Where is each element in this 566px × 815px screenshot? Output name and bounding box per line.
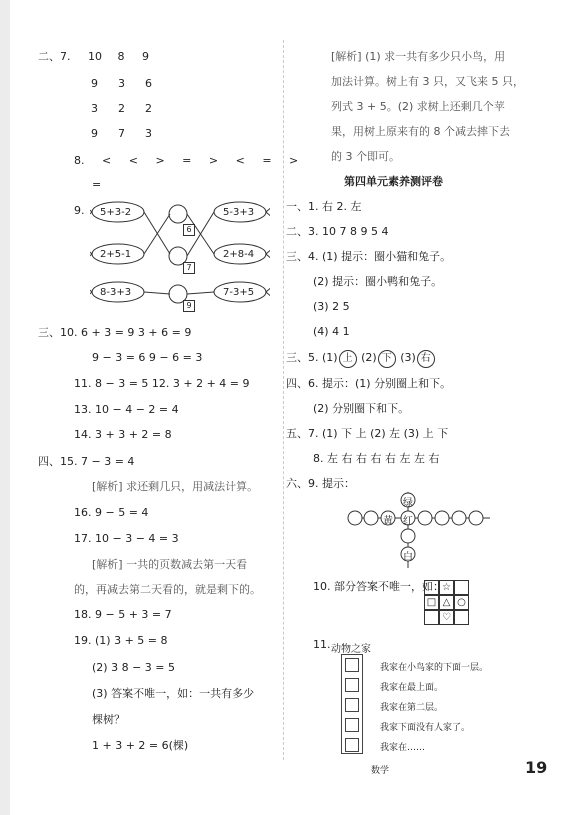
r-answer-9: 六、9. 提示：: [286, 477, 355, 490]
zoo-line-2: 我家在最上面。: [380, 683, 444, 693]
answer-8-tail: =: [92, 178, 102, 191]
answer-18: 18. 9 − 5 + 3 = 7: [74, 608, 172, 621]
analysis-right-line2: 加法计算。树上有 3 只，又飞来 5 只，: [331, 75, 524, 88]
r-answer-10: 10. 部分答案不唯一，如：: [313, 580, 444, 593]
r-answer-4-1: 三、4. (1) 提示：圈小猫和兔子。: [286, 250, 452, 263]
answer-7-row3: 3 2 2: [91, 102, 152, 115]
answer-7-row2: 9 3 6: [91, 77, 152, 90]
page-number: 19: [525, 758, 548, 777]
answer-10a: 三、10. 6 + 3 = 9 3 + 6 = 9: [38, 326, 192, 339]
fish-expr-5: 2+8-4: [223, 249, 255, 260]
answer-19-3-question: 棵树？: [92, 713, 125, 726]
zoo-line-4: 我家下面没有人家了。: [380, 723, 471, 733]
r-answer-6-2: (2) 分别圈下和下。: [313, 402, 410, 415]
answer-box-6: 6: [183, 224, 195, 236]
zoo-title: 动物之家: [331, 644, 371, 655]
r-answer-3: 二、3. 10 7 8 9 5 4: [286, 225, 389, 238]
r-answer-8: 8. 左 右 右 右 右 左 左 右: [313, 452, 440, 465]
answer-15: 四、15. 7 − 3 = 4: [38, 455, 135, 468]
r-answer-4-3: (3) 2 5: [313, 300, 350, 313]
bead-yellow: 黄: [383, 516, 393, 527]
answer-11-12: 11. 8 − 3 = 5 12. 3 + 2 + 4 = 9: [74, 377, 250, 390]
answer-19-2: (2) 3 8 − 3 = 5: [92, 661, 175, 674]
fish-expr-4: 5-3+3: [223, 207, 255, 218]
answer-10b: 9 − 3 = 6 9 − 6 = 3: [92, 351, 203, 364]
zoo-line-5: 我家在……: [380, 743, 426, 753]
answer-8: 8. < < > = > < = >: [74, 154, 299, 167]
answer-box-9: 9: [183, 300, 195, 312]
analysis-17-line2: 的，再减去第二天看的，就是剩下的。: [74, 583, 261, 596]
r-answer-4-4: (4) 4 1: [313, 325, 350, 338]
r-answer-6-1: 四、6. 提示：(1) 分别圈上和下。: [286, 377, 452, 390]
answer-7-row1: 二、7. 10 8 9: [38, 50, 149, 63]
footer-subject: 数学: [371, 766, 390, 776]
analysis-right-line3: 列式 3 + 5。(2) 求树上还剩几个苹: [331, 100, 505, 113]
zoo-line-3: 我家在第二层。: [380, 703, 444, 713]
fish-expr-1: 5+3-2: [100, 207, 132, 218]
answer-box-7: 7: [183, 262, 195, 274]
answer-9-label: 9.: [74, 204, 85, 217]
analysis-right-line4: 果，用树上原来有的 8 个减去摔下去: [331, 125, 510, 138]
answer-19-3-equation: 1 + 3 + 2 = 6(棵): [92, 739, 189, 752]
fish-expr-2: 2+5-1: [100, 249, 132, 260]
answer-17: 17. 10 − 3 − 4 = 3: [74, 532, 179, 545]
zoo-line-1: 我家在小鸟家的下面一层。: [380, 663, 489, 673]
fish-expr-6: 7-3+5: [223, 287, 255, 298]
answer-19-3: (3) 答案不唯一，如：一共有多少: [92, 687, 255, 700]
answer-16: 16. 9 − 5 = 4: [74, 506, 149, 519]
analysis-right-line5: 的 3 个即可。: [331, 150, 400, 163]
column-divider: [283, 40, 284, 760]
circled-answer: 右: [417, 350, 435, 368]
r-answer-7: 五、7. (1) 下 上 (2) 左 (3) 上 下: [286, 427, 449, 440]
page-gutter: [0, 0, 10, 815]
r-answer-4-2: (2) 提示：圈小鸭和兔子。: [313, 275, 443, 288]
section-title: 第四单元素养测评卷: [344, 175, 443, 188]
answer-14: 14. 3 + 3 + 2 = 8: [74, 428, 172, 441]
analysis-right-line1: [解析] (1) 求一共有多少只小鸟，用: [331, 50, 506, 63]
bead-cross-diagram: [345, 490, 495, 570]
answer-7-row4: 9 7 3: [91, 127, 152, 140]
r-answer-1-2: 一、1. 右 2. 左: [286, 200, 362, 213]
circled-answer: 上: [339, 350, 357, 368]
bead-white: 白: [403, 552, 413, 563]
r-answer-11: 11.: [313, 638, 331, 651]
circled-answer: 下: [378, 350, 396, 368]
answer-13: 13. 10 − 4 − 2 = 4: [74, 403, 179, 416]
analysis-15: [解析] 求还剩几只，用减法计算。: [92, 480, 259, 493]
r-answer-5: 三、5. (1) 上 (2) 下 (3) 右: [286, 350, 436, 368]
bead-green: 绿: [403, 498, 413, 509]
fish-expr-3: 8-3+3: [100, 287, 132, 298]
bead-red: 红: [403, 516, 413, 527]
analysis-17-line1: [解析] 一共的页数减去第一天看: [92, 558, 248, 571]
answer-19-1: 19. (1) 3 + 5 = 8: [74, 634, 168, 647]
